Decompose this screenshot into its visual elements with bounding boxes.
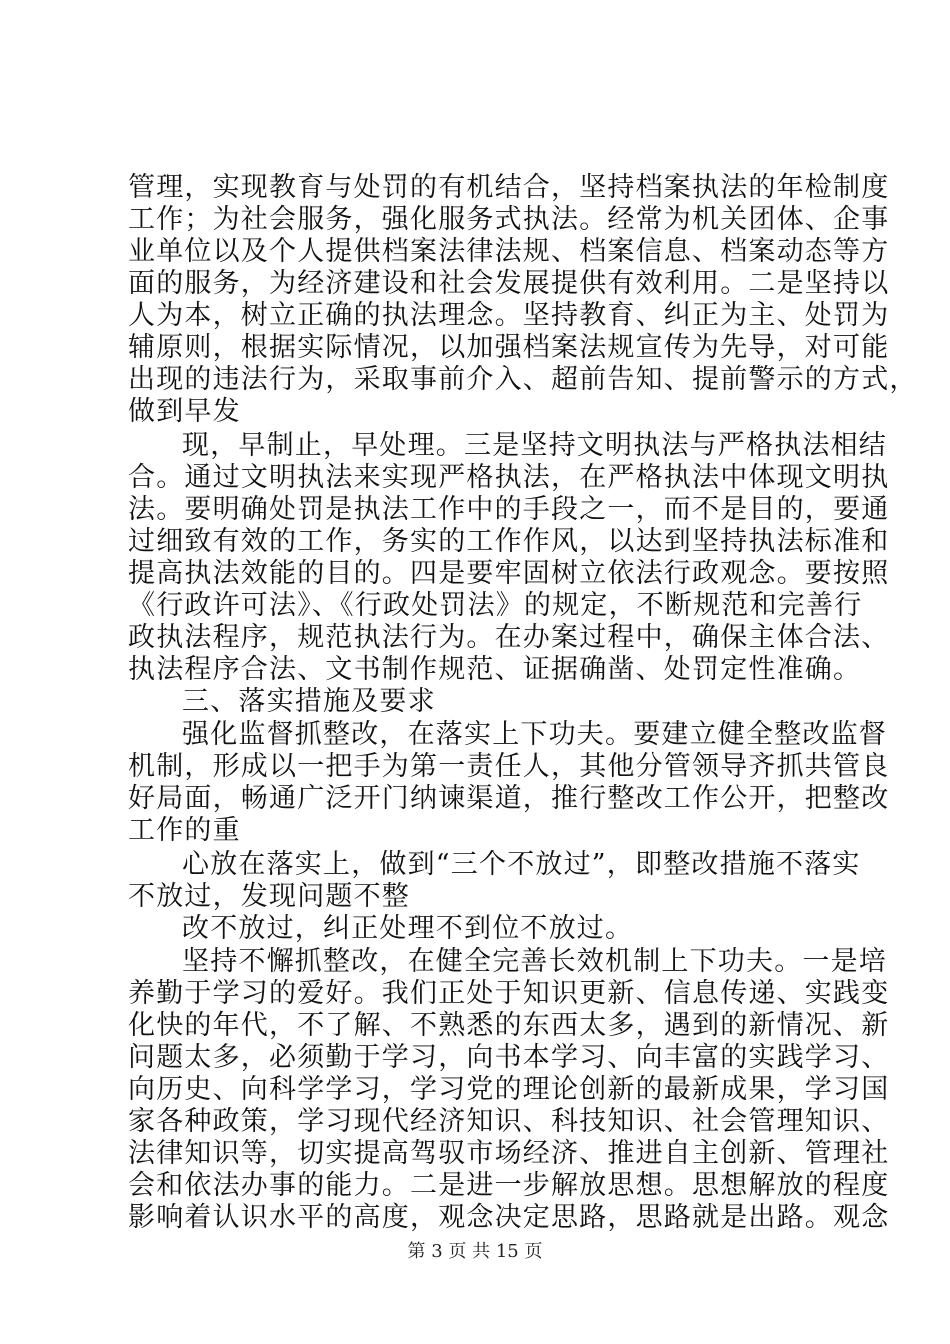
body-text-line: 面的服务，为经济建设和社会发展提供有效利用。二是坚持以: [128, 268, 890, 299]
body-text-line: 家各种政策，学习现代经济知识、科技知识、社会管理知识、: [128, 1106, 890, 1137]
body-text-line: 工作；为社会服务，强化服务式执法。经常为机关团体、企事: [128, 204, 890, 235]
body-text-line: 管理，实现教育与处罚的有机结合，坚持档案执法的年检制度: [128, 172, 890, 203]
body-text-line: 影响着认识水平的高度，观念决定思路，思路就是出路。观念: [128, 1202, 890, 1233]
body-text-line: 《行政许可法》、《行政处罚法》的规定，不断规范和完善行: [128, 590, 863, 621]
body-text-line: 业单位以及个人提供档案法律法规、档案信息、档案动态等方: [128, 236, 890, 267]
body-text-line: 化快的年代，不了解、不熟悉的东西太多，遇到的新情况、新: [128, 1010, 890, 1041]
body-text-line: 做到早发: [128, 396, 241, 427]
body-text-line: 养勤于学习的爱好。我们正处于知识更新、信息传递、实践变: [128, 978, 890, 1009]
body-text-line: 提高执法效能的目的。四是要牢固树立依法行政观念。要按照: [128, 558, 890, 589]
paragraph-line-indented: 改不放过，纠正处理不到位不放过。: [182, 913, 634, 944]
body-text-line: 政执法程序，规范执法行为。在办案过程中，确保主体合法、: [128, 622, 890, 653]
body-text-line: 法律知识等，切实提高驾驭市场经济、推进自主创新、管理社: [128, 1138, 890, 1169]
body-text-line: 人为本，树立正确的执法理念。坚持教育、纠正为主、处罚为: [128, 300, 890, 331]
paragraph-line-indented: 强化监督抓整改，在落实上下功夫。要建立健全整改监督: [182, 719, 887, 750]
body-text-line: 问题太多，必须勤于学习，向书本学习、向丰富的实践学习、: [128, 1042, 890, 1073]
body-text-line: 合。通过文明执法来实现严格执法，在严格执法中体现文明执: [128, 462, 890, 493]
body-text-line: 会和依法办事的能力。二是进一步解放思想。思想解放的程度: [128, 1170, 890, 1201]
paragraph-line-indented: 坚持不懈抓整改，在健全完善长效机制上下功夫。一是培: [182, 946, 887, 977]
page-number-footer: 第 3 页 共 15 页: [407, 1241, 543, 1262]
body-text-line: 不放过，发现问题不整: [128, 881, 410, 912]
body-text-line: 执法程序合法、文书制作规范、证据确凿、处罚定性准确。: [128, 654, 862, 685]
paragraph-line-indented: 心放在落实上，做到“三个不放过”，即整改措施不落实: [182, 849, 861, 880]
body-text-line: 机制，形成以一把手为第一责任人，其他分管领导齐抓共管良: [128, 751, 890, 782]
body-text-line: 向历史、向科学学习，学习党的理论创新的最新成果，学习国: [128, 1074, 890, 1105]
body-text-line: 工作的重: [128, 815, 241, 846]
body-text-line: 法。要明确处罚是执法工作中的手段之一，而不是目的，要通: [128, 494, 890, 525]
body-text-line: 出现的违法行为，采取事前介入、超前告知、提前警示的方式，: [128, 364, 918, 395]
body-text-line: 过细致有效的工作，务实的工作作风，以达到坚持执法标准和: [128, 526, 890, 557]
body-text-line: 辅原则，根据实际情况，以加强档案法规宣传为先导，对可能: [128, 332, 890, 363]
paragraph-line-indented: 现，早制止，早处理。三是坚持文明执法与严格执法相结: [182, 430, 887, 461]
section-heading: 三、落实措施及要求: [182, 686, 436, 717]
body-text-line: 好局面，畅通广泛开门纳谏渠道，推行整改工作公开，把整改: [128, 783, 890, 814]
